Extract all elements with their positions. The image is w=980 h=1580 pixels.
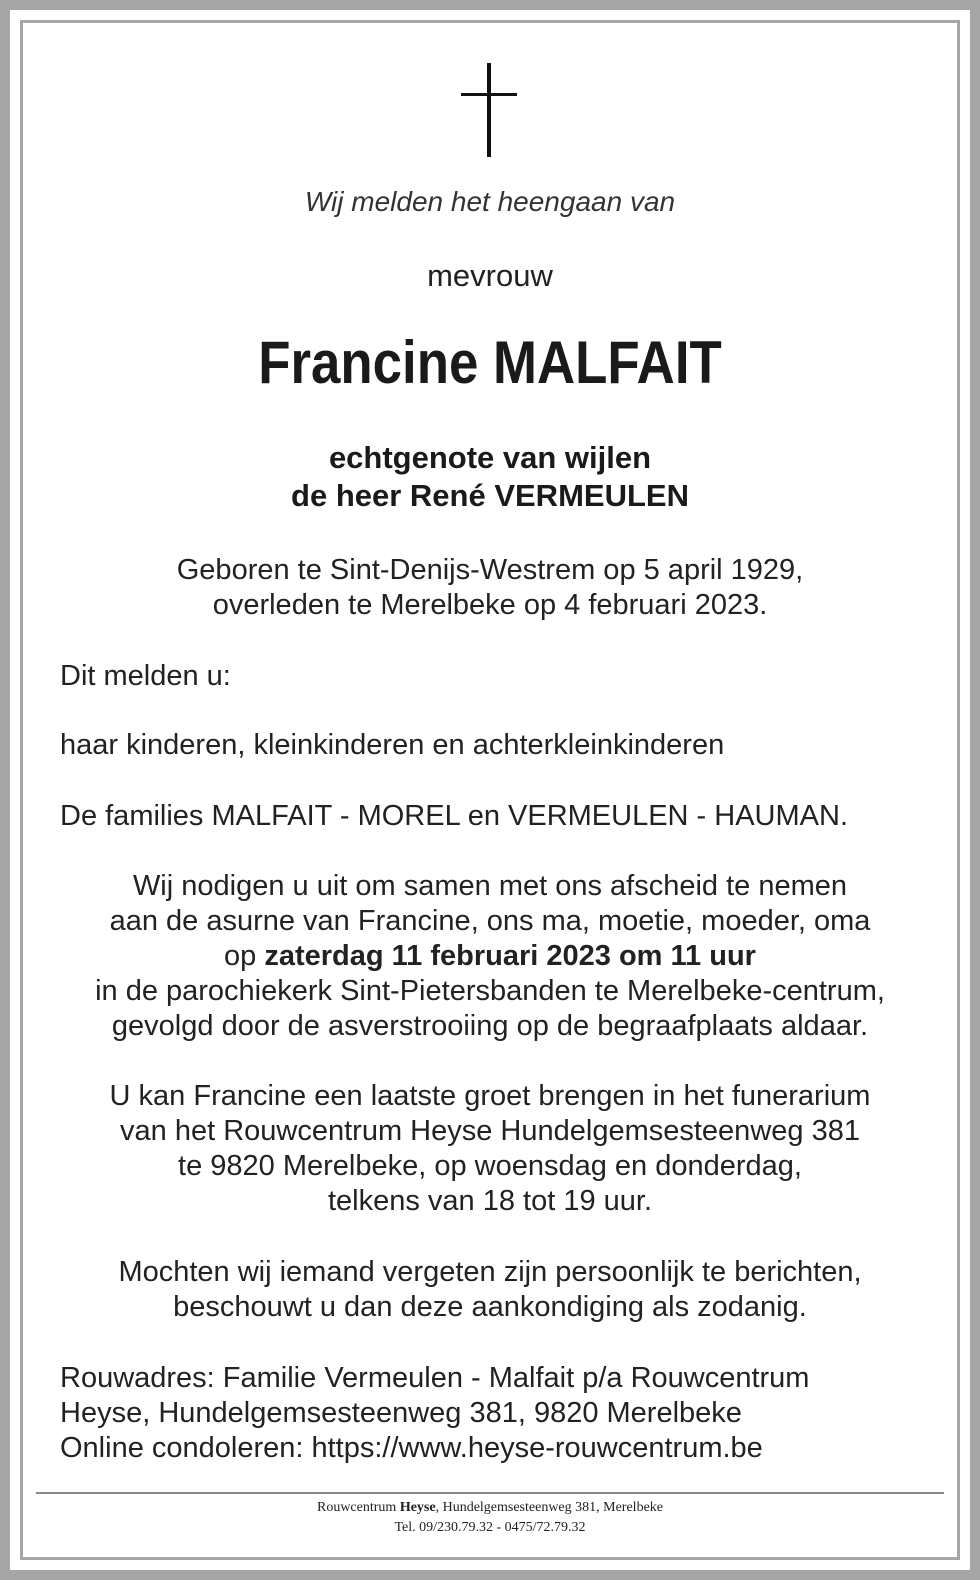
ceremony-line-2: aan de asurne van Francine, ons ma, moetie, moeder, oma bbox=[109, 905, 871, 937]
birth-line: Geboren te Sint-Denijs-Westrem op 5 april 1929, bbox=[176, 554, 804, 586]
death-line: overleden te Merelbeke op 4 februari 2023. bbox=[212, 589, 768, 621]
visitation-line-1: U kan Francine een laatste groet brengen in het funerarium bbox=[109, 1080, 871, 1112]
ceremony-line-3 bbox=[30, 940, 950, 973]
visitation-line-2: van het Rouwcentrum Heyse Hundelgemsesteenweg 381 bbox=[120, 1115, 860, 1147]
notice-line-1: Mochten wij iemand vergeten zijn persoonlijk te berichten, bbox=[118, 1256, 862, 1288]
address-line-2: Heyse, Hundelgemsesteenweg 381, 9820 Merelbeke bbox=[60, 1397, 742, 1429]
spouse-line-1: echtgenote van wijlen bbox=[328, 440, 652, 475]
ceremony-datetime: zaterdag 11 februari 2023 om 11 uur bbox=[264, 940, 756, 972]
footer-phones: Tel. 09/230.79.32 - 0475/72.79.32 bbox=[394, 1520, 586, 1535]
spouse-line-2: de heer René VERMEULEN bbox=[291, 478, 689, 513]
announced-by-label: Dit melden u: bbox=[60, 660, 231, 692]
footer-divider bbox=[36, 1492, 944, 1494]
ceremony-line-4: in de parochiekerk Sint-Pietersbanden te Merelbeke-centrum, bbox=[95, 975, 885, 1007]
family-line-1: haar kinderen, kleinkinderen en achterkleinkinderen bbox=[60, 729, 725, 761]
deceased-name: Francine MALFAIT bbox=[258, 329, 722, 396]
family-line-2: De families MALFAIT - MOREL en VERMEULEN - HAUMAN. bbox=[60, 800, 848, 832]
cross-icon bbox=[461, 63, 517, 157]
ceremony-line-5: gevolgd door de asverstrooiing op de begraafplaats aldaar. bbox=[111, 1010, 869, 1042]
visitation-line-4: telkens van 18 tot 19 uur. bbox=[327, 1185, 653, 1217]
notice-line-2: beschouwt u dan deze aankondiging als zodanig. bbox=[173, 1291, 807, 1323]
intro-text: Wij melden het heengaan van bbox=[304, 186, 676, 217]
footer-address: Rouwcentrum Heyse, Hundelgemsesteenweg 381, Merelbeke bbox=[316, 1500, 664, 1515]
ceremony-line-1: Wij nodigen u uit om samen met ons afscheid te nemen bbox=[132, 870, 848, 902]
footer-brand: Heyse bbox=[399, 1500, 436, 1515]
title-prefix: mevrouw bbox=[427, 258, 553, 293]
ceremony-prefix: op bbox=[224, 940, 265, 972]
address-line-1: Rouwadres: Familie Vermeulen - Malfait p/a Rouwcentrum bbox=[60, 1362, 810, 1394]
condolence-link[interactable]: Online condoleren: https://www.heyse-rouwcentrum.be bbox=[60, 1432, 763, 1464]
inner-frame bbox=[20, 20, 960, 1560]
visitation-line-3: te 9820 Merelbeke, op woensdag en donderdag, bbox=[178, 1150, 802, 1182]
